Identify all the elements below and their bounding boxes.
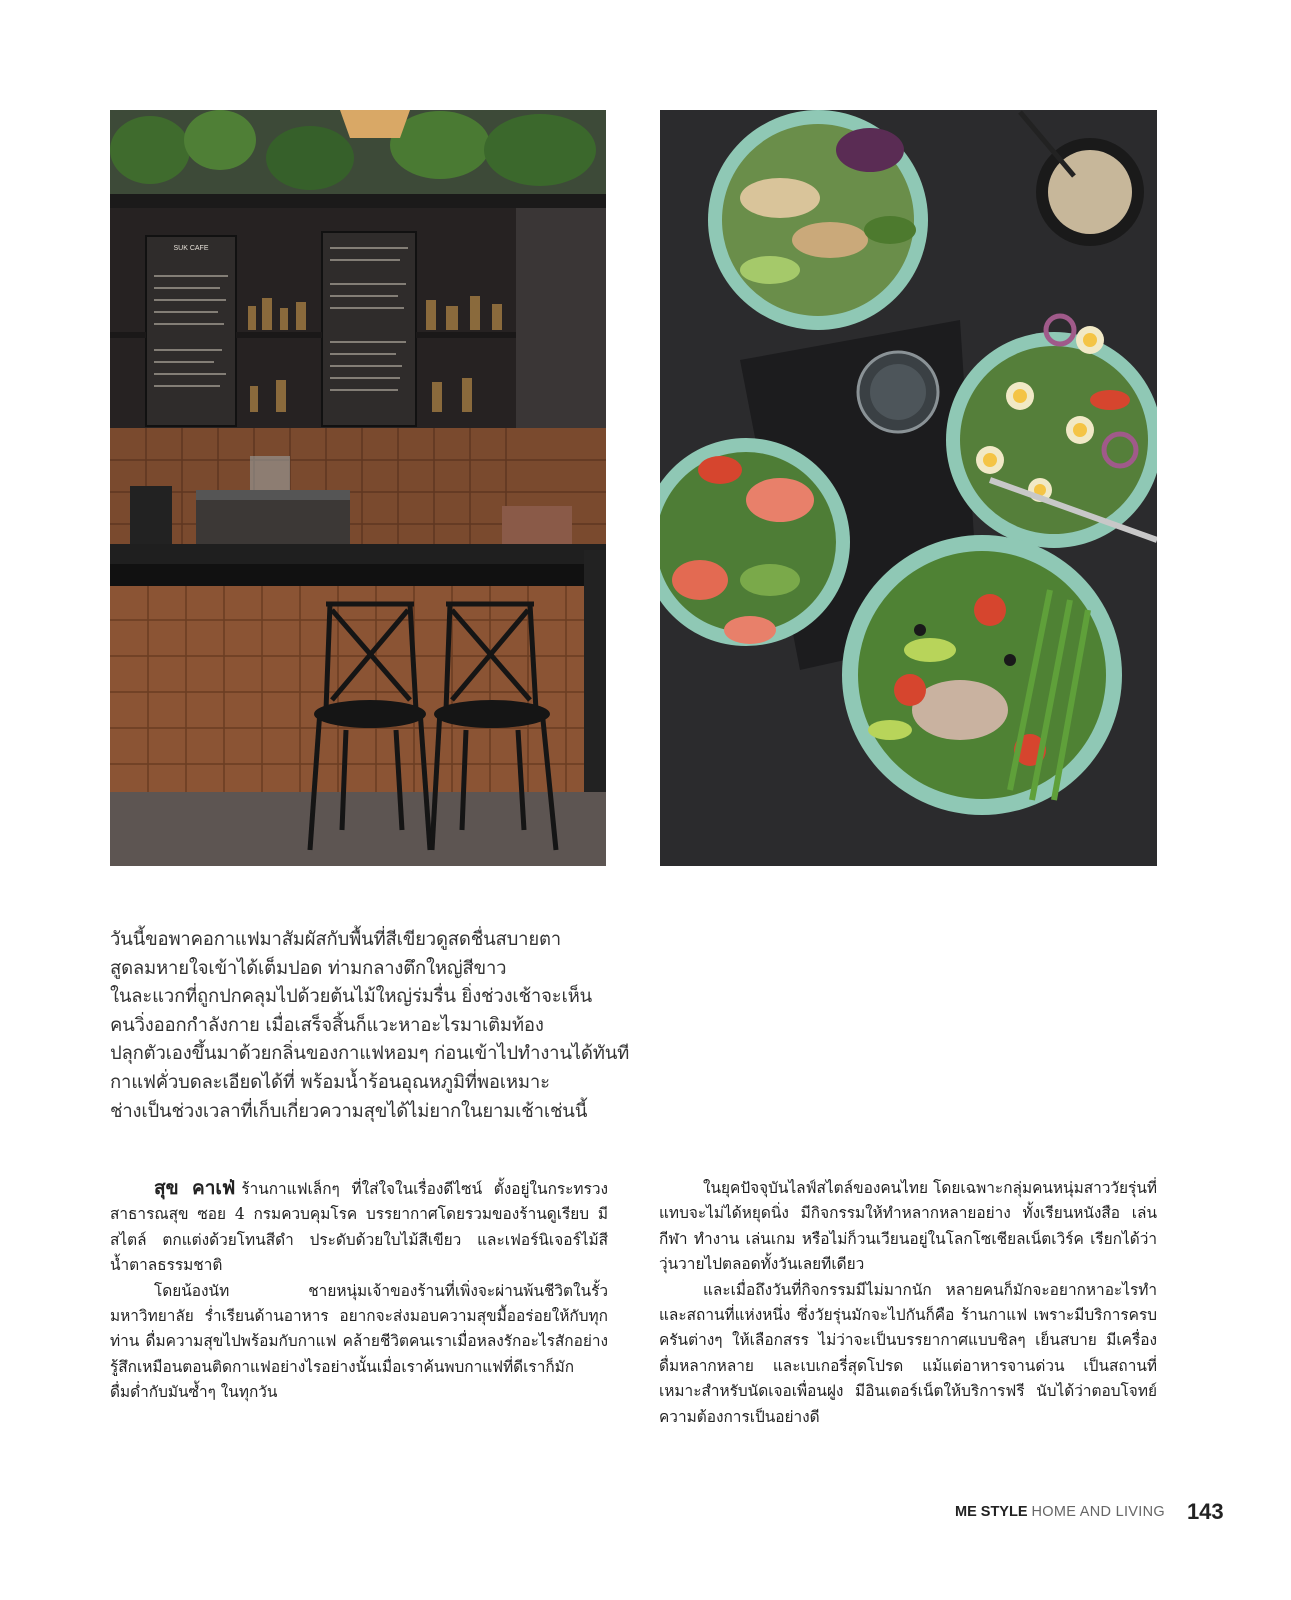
intro-line: วันนี้ขอพาคอกาแฟมาสัมผัสกับพื้นที่สีเขียวดูสดชื่นสบายตา bbox=[110, 929, 561, 950]
intro-line: สูดลมหายใจเข้าได้เต็มปอด ท่ามกลางตึกใหญ่สีขาว bbox=[110, 957, 507, 979]
body-text: ร้านกาแฟเล็กๆ ที่ใส่ใจในเรื่องดีไซน์ ตั้งอยู่ในกระทรวงสาธารณสุข ซอย 4 กรมควบคุมโรค บรรยากาศโดยรวมของร้านดูเรียบ มีสไตล์ ตกแต่งด้วยโทนสีดำ ประดับด้วยใบไม้สีเขียว และเฟอร์นิเจอร์ไม้สีน้ำตาลธรรมชาติ bbox=[110, 1180, 608, 1275]
body-paragraph bbox=[110, 1176, 608, 1279]
body-column-left bbox=[110, 1176, 608, 1406]
page-number: 143 bbox=[1186, 1499, 1224, 1524]
salad-bowls-photo bbox=[660, 110, 1157, 866]
menu-board-title: SUK CAFE bbox=[173, 245, 209, 252]
cafe-name-lead: สุข คาเฟ่ bbox=[154, 1177, 236, 1199]
body-column-right bbox=[659, 1176, 1157, 1430]
intro-line: ปลุกตัวเองขึ้นมาด้วยกลิ่นของกาแฟหอมๆ ก่อนเข้าไปทำงานได้ทันที bbox=[110, 1043, 630, 1065]
intro-paragraph bbox=[110, 926, 630, 1126]
body-paragraph: และเมื่อถึงวันที่กิจกรรมมีไม่มากนัก หลายคนก็มักจะอยากหาอะไรทำ และสถานที่แห่งหนึ่ง ซึ่งวัยรุ่นมักจะไปกันก็คือ ร้านกาแฟ เพราะมีบริการครบครันต่างๆ ให้เลือกสรร ไม่ว่าจะเป็นบรรยากาศแบบชิลๆ เย็นสบาย มีเครื่องดื่มหลากหลาย และเบเกอรี่สุดโปรด แม้แต่อาหารจานด่วน เป็นสถานที่เหมาะสำหรับนัดเจอเพื่อนฝูง มีอินเตอร์เน็ตให้บริการฟรี นับได้ว่าตอบโจทย์ความต้องการเป็นอย่างดี bbox=[659, 1280, 1157, 1426]
body-paragraph: ในยุคปัจจุบันไลฟ์สไตล์ของคนไทย โดยเฉพาะกลุ่มคนหนุ่มสาววัยรุ่นที่แทบจะไม่ได้หยุดนิ่ง มีกิจกรรมให้ทำหลากหลายอย่าง ทั้งเรียนหนังสือ เล่นกีฬา ทำงาน เล่นเกม หรือไม่ก็วนเวียนอยู่ในโลกโซเชียลเน็ตเวิร์ค เรียกได้ว่าวุ่นวายไปตลอดทั้งวันเลยทีเดียว bbox=[659, 1179, 1157, 1274]
page-footer bbox=[955, 1495, 1224, 1529]
cafe-interior-photo bbox=[110, 110, 606, 866]
magazine-brand: ME STYLE bbox=[955, 1504, 1028, 1520]
intro-line: ในละแวกที่ถูกปกคลุมไปด้วยต้นไม้ใหญ่ร่มรื่น ยิ่งช่วงเช้าจะเห็น bbox=[110, 986, 593, 1008]
body-paragraph: โดยน้องนัท ชายหนุ่มเจ้าของร้านที่เพิ่งจะผ่านพ้นชีวิตในรั้วมหาวิทยาลัย ร่ำเรียนด้านอาหาร อยากจะส่งมอบความสุขมื้ออร่อยให้กับทุกท่าน ดื่มความสุขไปพร้อมกับกาแฟ คล้ายชีวิตคนเราเมื่อหลงรักอะไรสักอย่าง รู้สึกเหมือนตอนติดกาแฟอย่างไรอย่างนั้นเมื่อเราค้นพบกาแฟที่ดีเราก็มักดื่มด่ำกับมันซ้ำๆ ในทุกวัน bbox=[110, 1281, 608, 1402]
intro-line: ช่างเป็นช่วงเวลาที่เก็บเกี่ยวความสุขได้ไม่ยากในยามเช้าเช่นนี้ bbox=[110, 1100, 588, 1122]
intro-line: คนวิ่งออกกำลังกาย เมื่อเสร็จสิ้นก็แวะหาอะไรมาเติมท้อง bbox=[110, 1014, 544, 1036]
intro-line: กาแฟคั่วบดละเอียดได้ที่ พร้อมน้ำร้อนอุณหภูมิที่พอเหมาะ bbox=[110, 1071, 550, 1093]
magazine-section: HOME AND LIVING bbox=[1031, 1504, 1165, 1520]
